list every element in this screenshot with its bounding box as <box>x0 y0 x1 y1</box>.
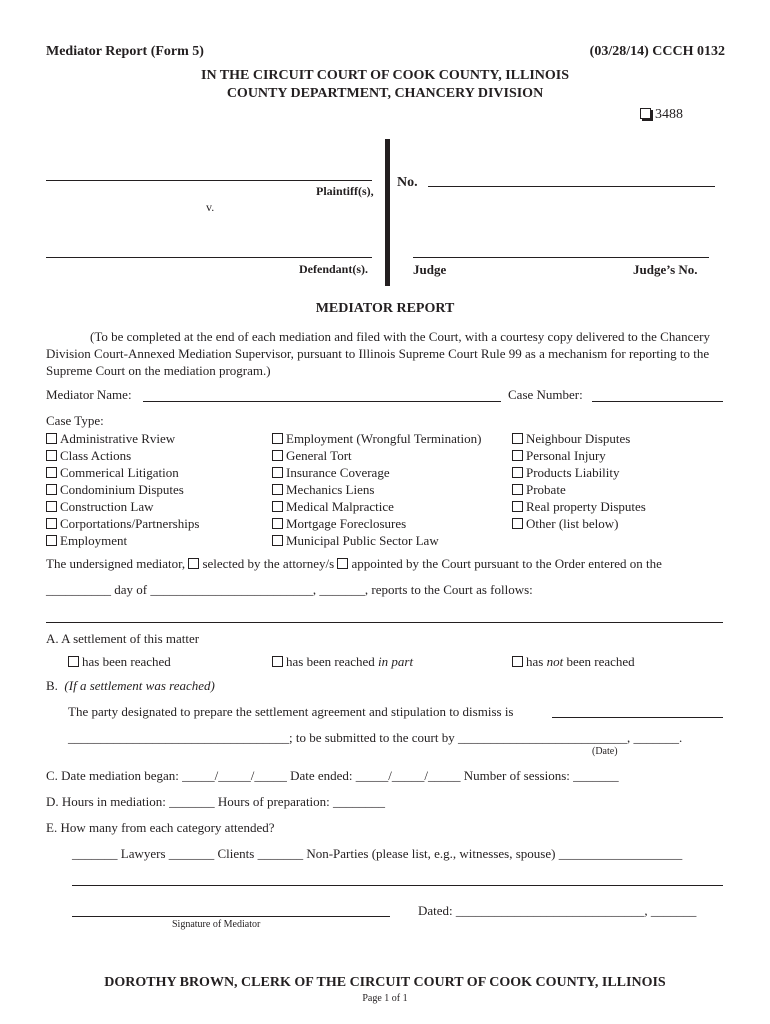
report-intro: (To be completed at the end of each mediation and filed with the Court, with a courtesy copy delivered to the Chancery Division Court-Annexed Mediation Supervisor, pursuant to Illinois Supreme Court Rule 99 as a mechanism for reporting to the Supreme Court on the mediation program.) <box>46 329 710 378</box>
plaintiff-line[interactable] <box>46 180 372 181</box>
case-type-option[interactable]: Municipal Public Sector Law <box>272 532 481 549</box>
case-type-option[interactable]: Medical Malpractice <box>272 498 481 515</box>
case-type-option[interactable]: Other (list below) <box>512 515 646 532</box>
submitted-line[interactable]: __________________________________; to be submitted to the court by __________________________, _______. <box>68 730 683 745</box>
checkbox-icon <box>640 108 651 119</box>
mediator-name-label: Mediator Name: <box>46 387 132 402</box>
case-number-field[interactable] <box>592 401 723 402</box>
report-title: MEDIATOR REPORT <box>315 301 455 316</box>
case-type-option[interactable]: Neighbour Disputes <box>512 430 646 447</box>
selected-by-attorney-checkbox[interactable] <box>188 558 199 569</box>
party-designated-field[interactable] <box>552 717 723 718</box>
defendant-line[interactable] <box>46 257 372 258</box>
case-type-option[interactable]: Condominium Disputes <box>46 481 199 498</box>
case-number-label: Case Number: <box>508 387 583 402</box>
case-type-option[interactable]: Commerical Litigation <box>46 464 199 481</box>
case-type-column-2 <box>272 430 481 549</box>
mediator-name-field[interactable] <box>143 401 501 402</box>
judge-line[interactable] <box>413 257 709 258</box>
signature-field[interactable] <box>72 916 390 917</box>
non-parties-extra-line[interactable] <box>72 885 723 886</box>
day-of-line[interactable]: __________ day of _________________________, _______, reports to the Court as follows: <box>46 582 533 597</box>
case-type-option[interactable]: Personal Injury <box>512 447 646 464</box>
clerk-footer: DOROTHY BROWN, CLERK OF THE CIRCUIT COURT OF COOK COUNTY, ILLINOIS <box>104 975 666 990</box>
settlement-not-reached-option[interactable]: has not been reached <box>512 654 635 670</box>
section-e-label: E. How many from each category attended? <box>46 820 275 835</box>
court-name: IN THE CIRCUIT COURT OF COOK COUNTY, ILLINOIS <box>201 68 569 83</box>
case-type-column-3 <box>512 430 646 532</box>
form-title: Mediator Report (Form 5) <box>46 44 204 59</box>
form-code: (03/28/14) CCCH 0132 <box>589 44 725 59</box>
page-number: Page 1 of 1 <box>362 993 408 1004</box>
court-department: COUNTY DEPARTMENT, CHANCERY DIVISION <box>226 86 544 101</box>
case-type-option[interactable]: Corportations/Partnerships <box>46 515 199 532</box>
caption-divider <box>385 139 390 286</box>
section-c-dates[interactable]: C. Date mediation began: _____/_____/_____ Date ended: _____/_____/_____ Number of sessions: _______ <box>46 768 619 783</box>
undersigned-line: The undersigned mediator, selected by the attorney/s appointed by the Court pursuant to the Order entered on the <box>46 556 662 571</box>
case-type-option[interactable]: Mortgage Foreclosures <box>272 515 481 532</box>
case-type-option[interactable]: Employment (Wrongful Termination) <box>272 430 481 447</box>
case-type-option[interactable]: Class Actions <box>46 447 199 464</box>
case-type-option[interactable]: Probate <box>512 481 646 498</box>
case-type-option[interactable]: Construction Law <box>46 498 199 515</box>
case-type-option[interactable]: Employment <box>46 532 199 549</box>
settlement-reached-in-part-option[interactable]: has been reached in part <box>272 654 413 670</box>
section-b-label: B. (If a settlement was reached) <box>46 678 215 693</box>
code-number: 3488 <box>655 107 683 122</box>
case-type-option[interactable]: Administrative Rview <box>46 430 199 447</box>
case-type-option[interactable]: Insurance Coverage <box>272 464 481 481</box>
versus-label: v. <box>206 200 215 214</box>
case-type-option[interactable]: Products Liability <box>512 464 646 481</box>
plaintiff-label: Plaintiff(s), <box>316 184 374 198</box>
case-type-column-1 <box>46 430 199 549</box>
case-type-label: Case Type: <box>46 413 104 428</box>
case-type-option[interactable]: General Tort <box>272 447 481 464</box>
separator-line <box>46 622 723 623</box>
judge-no-label: Judge’s No. <box>633 262 698 277</box>
case-type-option[interactable]: Mechanics Liens <box>272 481 481 498</box>
case-type-option[interactable]: Real property Disputes <box>512 498 646 515</box>
date-caption: (Date) <box>592 746 618 757</box>
party-designated-text: The party designated to prepare the settlement agreement and stipulation to dismiss is <box>68 704 514 719</box>
judge-label: Judge <box>413 262 447 277</box>
defendant-label: Defendant(s). <box>299 262 368 276</box>
appointed-by-court-checkbox[interactable] <box>337 558 348 569</box>
section-a-label: A. A settlement of this matter <box>46 631 200 646</box>
section-d-hours[interactable]: D. Hours in mediation: _______ Hours of preparation: ________ <box>46 794 386 809</box>
code-number-checkbox[interactable] <box>640 107 683 123</box>
case-no-label: No. <box>397 175 418 190</box>
dated-field[interactable]: Dated: _____________________________, _______ <box>418 903 697 918</box>
attendance-line[interactable]: _______ Lawyers _______ Clients _______ Non-Parties (please list, e.g., witnesses, spouse) ___________________ <box>72 846 683 861</box>
settlement-reached-option[interactable]: has been reached <box>68 654 171 670</box>
signature-label: Signature of Mediator <box>172 919 261 930</box>
case-no-line[interactable] <box>428 186 715 187</box>
